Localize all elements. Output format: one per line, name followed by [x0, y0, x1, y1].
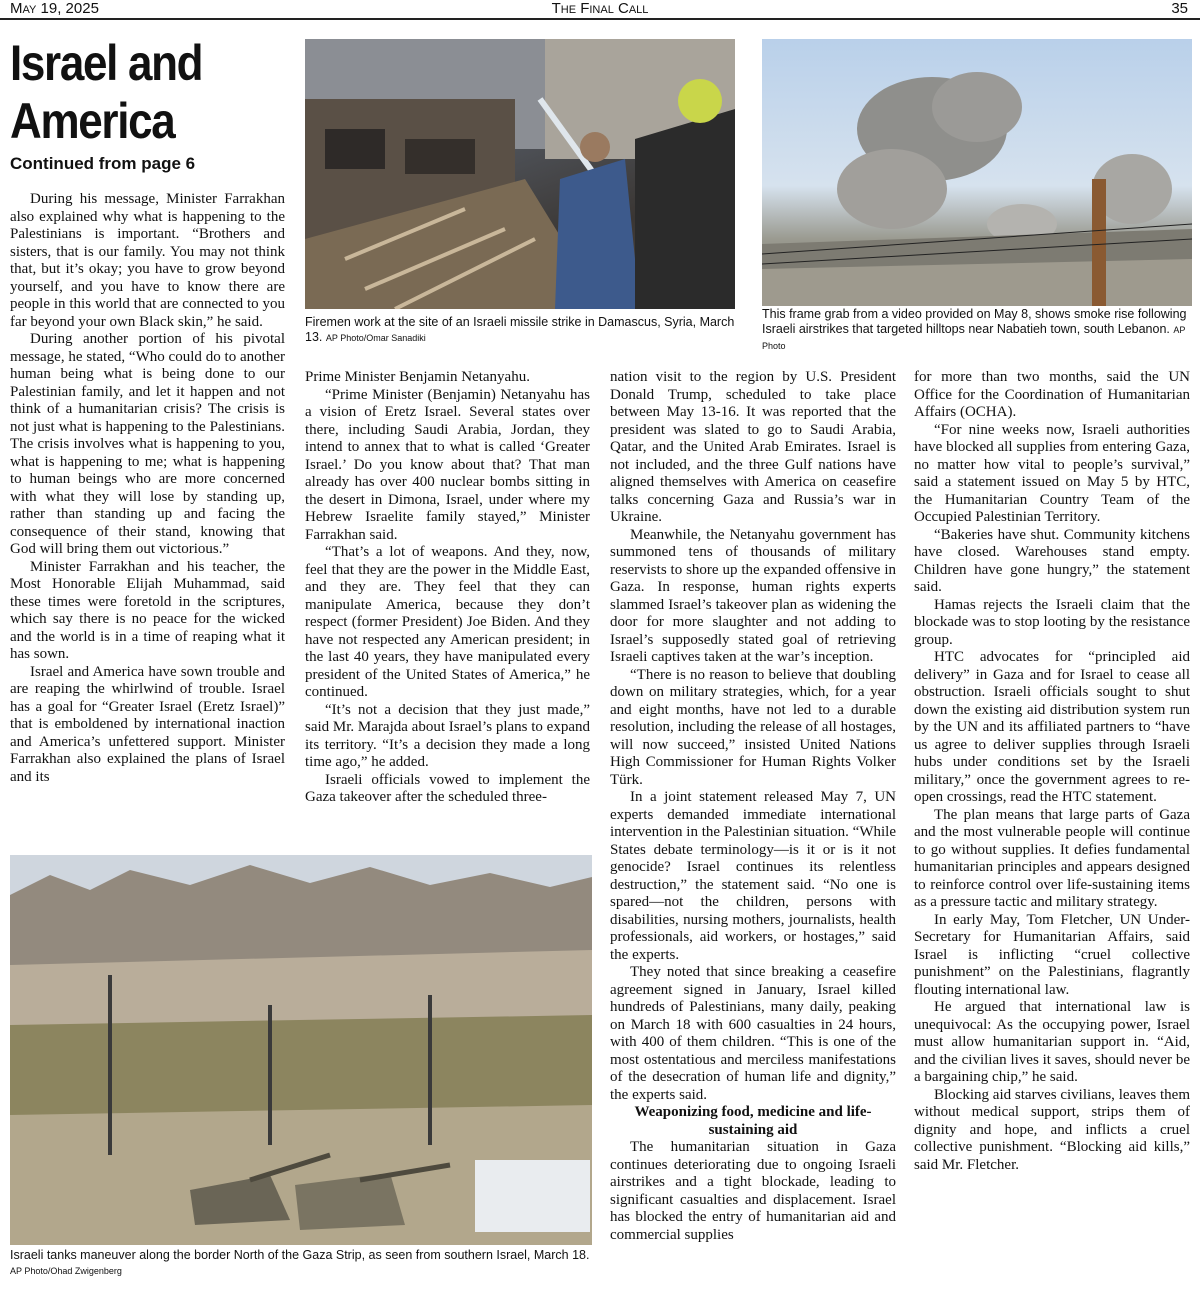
- paragraph: Minister Farrakhan and his teacher, the Most Honorable Elijah Muhammad, said these times were foretold in the scriptures, which say there is no peace for the wicked and the world is in a time of reaping what it has sown.: [10, 558, 285, 662]
- paragraph: During another portion of his pivotal message, he stated, “Who could do to another human being what is being done to our Palestinian family, and let it happen and not think of a humanitarian crisis? The crisis is not just what is happening to the Palestinians. The crisis involves what is happening to you, what is happening to me; what is happening to human beings who are more concerned with what they will lose by standing up, rather than standing up and facing the consequence of their stand, knowing that God will bring them out victorious.”: [10, 331, 285, 557]
- caption-text: This frame grab from a video provided on May 8, shows smoke rise following Israeli airstrikes that targeted hilltops near Nabatieh town, south Lebanon.: [762, 307, 1187, 336]
- publication-name: The Final Call: [551, 0, 649, 17]
- paragraph: “That’s a lot of weapons. And they, now, feel that they are the power in the Middle East, and they are. They feel that they can manipulate America, because they don’t respect (former President) Joe Biden. And they have not respected any American president; in the last 40 years, they have manipulated every president of the United States of America,” he continued.: [305, 544, 590, 700]
- page-number: 35: [1171, 0, 1188, 17]
- paragraph: “It’s not a decision that they just made,” said Mr. Marajda about Israel’s plans to expand its territory. “It’s a decision they made a long time ago,” he added.: [305, 701, 590, 770]
- smoke-caption: [762, 307, 1194, 354]
- paragraph: Hamas rejects the Israeli claim that the blockade was to stop looting by the resistance group.: [914, 596, 1190, 648]
- paragraph: Meanwhile, the Netanyahu government has summoned tens of thousands of military reservists to shore up the expanded offensive in Gaza. In response, human rights experts slammed Israel’s takeover plan as widening the door for more slaughter and not adding to Israel’s supposedly stated goal of retrieving Israeli captives taken at the war’s inception.: [610, 526, 896, 665]
- caption-text: Israeli tanks maneuver along the border North of the Gaza Strip, as seen from southern Israel, March 18.: [10, 1248, 590, 1262]
- firemen-caption: [305, 315, 735, 346]
- paragraph: “For nine weeks now, Israeli authorities have blocked all supplies from entering Gaza, no matter how vital to people’s survival,” said a statement issued on May 5 by HTC, the Humanitarian Country Team of the Occupied Palestinian Territory.: [914, 421, 1190, 525]
- paragraph: “Prime Minister (Benjamin) Netanyahu has a vision of Eretz Israel. Several states over there, including Saudi Arabia, Jordan, they intend to annex that to what is called ‘Greater Israel.’ Do you know about that? That man already has over 400 nuclear bombs sitting in the desert in Dimona, Israel, under where my Hebrew Israelite family stayed,” Minister Farrakhan said.: [305, 386, 590, 543]
- paragraph-continuation: nation visit to the region by U.S. President Donald Trump, scheduled to take place between May 13-16. It was reported that the president was slated to go to Saudi Arabia, Qatar, and the United Arab Emirates. Israel is not included, and the three Gulf nations have aligned themselves with America on ceasefire talks concerning Gaza and Russia’s war in Ukraine.: [610, 369, 896, 525]
- paragraph-continuation: for more than two months, said the UN Office for the Coordination of Humanitarian Affairs (OCHA).: [914, 369, 1190, 420]
- photo-credit: AP Photo/Omar Sanadiki: [325, 333, 426, 343]
- tanks-photo: [10, 855, 592, 1245]
- firemen-photo: [305, 39, 735, 309]
- paragraph: Israel and America have sown trouble and are reaping the whirlwind of trouble. Israel has a goal for “Greater Israel (Eretz Israel)” that is emboldened by international inaction and America’s unfettered support. Minister Farrakhan also explained the plans of Israel and its: [10, 663, 285, 785]
- article-column-4: [914, 369, 1190, 1174]
- paragraph: The plan means that large parts of Gaza and the most vulnerable people will continue to go without supplies. It defies fundamental humanitarian principles and appears designed to reinforce control over life-sustaining items as a pressure tactic and military strategy.: [914, 806, 1190, 910]
- paragraph-continuation: Prime Minister Benjamin Netanyahu.: [305, 369, 530, 385]
- page-header: [0, 0, 1200, 20]
- subheading: Weaponizing food, medicine and life-sustaining aid: [634, 1104, 872, 1138]
- paragraph: During his message, Minister Farrakhan also explained why what is happening to the Palestinians is important. “Brothers and sisters, that is our family. You may not think that, but it’s okay; you have to grow beyond yourself, and you have to know there are people in this world that are connected to you far beyond your own Black skin,” he said.: [10, 191, 285, 330]
- tanks-caption: [10, 1248, 592, 1279]
- article-column-3: [610, 369, 896, 1244]
- paragraph: They noted that since breaking a ceasefire agreement signed in January, Israel killed hundreds of Palestinians, many daily, peaking on March 18 with 600 casualties in 24 hours, with 400 of them children. “This is one of the most ostentatious and merciless manifestations of the desecration of human life and dignity,” the experts said.: [610, 964, 896, 1103]
- paragraph: Blocking aid starves civilians, leaves them without medical support, strips them of dignity and hope, and inflicts a cruel collective punishment. “Blocking aid kills,” said Mr. Fletcher.: [914, 1086, 1190, 1173]
- article-column-1: [10, 191, 285, 786]
- issue-date: May 19, 2025: [10, 0, 99, 17]
- paragraph: Israeli officials vowed to implement the Gaza takeover after the scheduled three-: [305, 771, 590, 805]
- headline: Israel and America: [10, 35, 203, 149]
- paragraph: “Bakeries have shut. Community kitchens have closed. Warehouses stand empty. Children have gone hungry,” the statement said.: [914, 526, 1190, 595]
- paragraph: In a joint statement released May 7, UN experts demanded immediate international intervention in the Palestinian situation. “While States debate terminology—is it or is it not genocide? Israel continues its relentless destruction,” the statement said. “No one is spared—not the children, persons with disabilities, nursing mothers, journalists, health professionals, aid workers, or hostages,” said the experts.: [610, 789, 896, 963]
- photo-credit: AP Photo/Ohad Zwigenberg: [10, 1266, 122, 1276]
- article-column-2: [305, 369, 590, 807]
- paragraph: HTC advocates for “principled aid delivery” in Gaza and for Israel to cease all obstruction. Israeli officials sought to shut down the existing aid distribution system run by the UN and its affiliated partners to “have us agree to deliver supplies through Israeli hubs under conditions set by the Israeli military,” once the government agrees to re-open crossings, read the HTC statement.: [914, 649, 1190, 805]
- continued-from: Continued from page 6: [10, 154, 196, 173]
- paragraph: In early May, Tom Fletcher, UN Under-Secretary for Humanitarian Affairs, said Israel is inflicting “cruel collective punishment” on the Palestinians, flagrantly flouting international law.: [914, 911, 1190, 998]
- paragraph: The humanitarian situation in Gaza continues deteriorating due to ongoing Israeli airstrikes and a tight blockade, leading to significant casualties and displacement. Israel has blocked the entry of humanitarian aid and commercial supplies: [610, 1139, 896, 1243]
- paragraph: He argued that international law is unequivocal: As the occupying power, Israel must allow humanitarian support in. “Aid, and the civilian lives it saves, should never be a bargaining chip,” he said.: [914, 999, 1190, 1085]
- caption-text: Firemen work at the site of an Israeli missile strike in Damascus, Syria, March 13.: [305, 315, 735, 344]
- paragraph: “There is no reason to believe that doubling down on military strategies, which, for a year and eight months, have not led to a durable resolution, including the release of all hostages, will now succeed,” insisted United Nations High Commissioner for Human Rights Volker Türk.: [610, 666, 896, 788]
- photo-credit: AP Photo: [762, 325, 1186, 351]
- smoke-photo: [762, 39, 1192, 306]
